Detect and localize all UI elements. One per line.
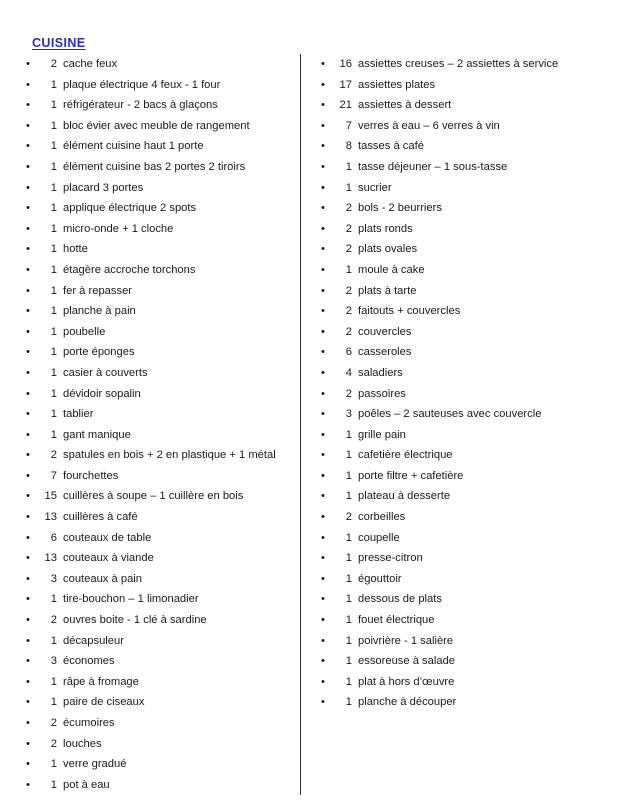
inventory-list-item <box>24 589 300 610</box>
inventory-list-item <box>24 692 300 713</box>
item-quantity: 1 <box>50 160 57 173</box>
two-column-layout <box>18 54 600 795</box>
item-label: cuillères à café <box>63 511 138 524</box>
item-label: ouvres boite - 1 clé à sardine <box>63 614 207 627</box>
inventory-list-item <box>24 301 300 322</box>
item-label: plats ronds <box>358 222 413 235</box>
item-label: tasse déjeuner – 1 sous-tasse <box>358 160 508 173</box>
item-quantity: 4 <box>345 366 352 379</box>
inventory-list-item <box>319 548 591 569</box>
item-quantity: 6 <box>345 346 352 359</box>
inventory-list-item <box>319 569 591 590</box>
item-label: casseroles <box>358 346 412 359</box>
inventory-list-item <box>319 54 591 75</box>
inventory-list-item <box>319 486 591 507</box>
inventory-list-item <box>24 425 300 446</box>
inventory-column-left <box>18 54 300 795</box>
inventory-list-item <box>319 425 591 446</box>
inventory-list-item <box>319 589 591 610</box>
inventory-list-item <box>24 445 300 466</box>
item-quantity: 1 <box>50 181 57 194</box>
item-label: couteaux à pain <box>63 572 142 585</box>
item-label: plaque électrique 4 feux - 1 four <box>63 78 221 91</box>
item-quantity: 1 <box>50 305 57 318</box>
item-label: corbeilles <box>358 511 406 524</box>
item-quantity: 3 <box>50 572 57 585</box>
item-label: gant manique <box>63 428 131 441</box>
inventory-list-item <box>24 548 300 569</box>
inventory-list-item <box>319 95 591 116</box>
item-label: tasses à café <box>358 140 424 153</box>
item-quantity: 7 <box>50 469 57 482</box>
item-quantity: 21 <box>339 99 352 112</box>
item-quantity: 1 <box>50 325 57 338</box>
item-quantity: 1 <box>345 449 352 462</box>
inventory-list-item <box>319 404 591 425</box>
item-label: placard 3 portes <box>63 181 144 194</box>
item-label: râpe à fromage <box>63 675 139 688</box>
item-quantity: 2 <box>345 202 352 215</box>
inventory-list-item <box>24 610 300 631</box>
item-quantity: 1 <box>345 490 352 503</box>
inventory-list-item <box>24 116 300 137</box>
item-label: décapsuleur <box>63 634 124 647</box>
inventory-list-item <box>319 610 591 631</box>
item-label: essoreuse à salade <box>358 655 456 668</box>
item-label: porte éponges <box>63 346 135 359</box>
item-quantity: 1 <box>345 614 352 627</box>
inventory-column-right <box>301 54 591 713</box>
inventory-list-item <box>319 198 591 219</box>
item-label: micro-onde + 1 cloche <box>63 222 174 235</box>
page-title: CUISINE <box>32 36 86 50</box>
item-quantity: 1 <box>50 263 57 276</box>
item-label: spatules en bois + 2 en plastique + 1 métal <box>63 449 276 462</box>
item-quantity: 1 <box>50 696 57 709</box>
item-quantity: 6 <box>50 531 57 544</box>
item-quantity: 2 <box>345 243 352 256</box>
item-label: plats ovales <box>358 243 418 256</box>
item-label: assiettes plates <box>358 78 436 91</box>
item-label: poivrière - 1 salière <box>358 634 454 647</box>
item-quantity: 1 <box>50 284 57 297</box>
inventory-list-item <box>24 713 300 734</box>
inventory-list-item <box>24 178 300 199</box>
item-quantity: 1 <box>50 778 57 791</box>
inventory-list-item <box>24 486 300 507</box>
inventory-list-item <box>24 136 300 157</box>
inventory-list-item <box>319 692 591 713</box>
item-label: dévidoir sopalin <box>63 387 141 400</box>
inventory-list-item <box>319 384 591 405</box>
inventory-list-item <box>24 754 300 775</box>
inventory-list-item <box>319 651 591 672</box>
item-quantity: 13 <box>44 552 57 565</box>
inventory-list-item <box>319 239 591 260</box>
inventory-list-item <box>24 239 300 260</box>
inventory-list-item <box>24 157 300 178</box>
inventory-list-item <box>24 95 300 116</box>
inventory-list-item <box>319 157 591 178</box>
item-label: cache feux <box>63 58 118 70</box>
inventory-list-item <box>24 466 300 487</box>
item-quantity: 1 <box>345 428 352 441</box>
item-quantity: 17 <box>339 78 352 91</box>
item-label: couteaux de table <box>63 531 152 544</box>
inventory-list-item <box>24 775 300 796</box>
item-quantity: 1 <box>345 531 352 544</box>
inventory-list-item <box>24 631 300 652</box>
item-label: cuillères à soupe – 1 cuillère en bois <box>63 490 244 503</box>
item-quantity: 3 <box>345 408 352 421</box>
item-label: élément cuisine haut 1 porte <box>63 140 204 153</box>
item-quantity: 1 <box>50 387 57 400</box>
inventory-list-item <box>319 178 591 199</box>
item-quantity: 1 <box>345 181 352 194</box>
item-label: couvercles <box>358 325 412 338</box>
item-quantity: 1 <box>50 119 57 132</box>
item-quantity: 1 <box>345 634 352 647</box>
inventory-list-item <box>319 466 591 487</box>
item-label: sucrier <box>358 181 392 194</box>
item-quantity: 15 <box>44 490 57 503</box>
item-label: couteaux à viande <box>63 552 154 565</box>
item-label: fourchettes <box>63 469 119 482</box>
inventory-list-item <box>319 260 591 281</box>
item-quantity: 8 <box>345 140 352 153</box>
inventory-list-item <box>24 384 300 405</box>
item-label: plats à tarte <box>358 284 417 297</box>
item-quantity: 2 <box>345 284 352 297</box>
item-quantity: 2 <box>50 449 57 462</box>
inventory-list-item <box>319 507 591 528</box>
inventory-list-item <box>319 301 591 322</box>
item-label: dessous de plats <box>358 593 442 606</box>
inventory-list-item <box>24 219 300 240</box>
inventory-list-item <box>24 734 300 755</box>
inventory-list-item <box>319 219 591 240</box>
inventory-list-item <box>24 507 300 528</box>
item-label: cafetière électrique <box>358 449 453 462</box>
inventory-list-item <box>319 342 591 363</box>
item-quantity: 1 <box>345 263 352 276</box>
inventory-list-item <box>24 281 300 302</box>
item-quantity: 1 <box>345 572 352 585</box>
item-label: passoires <box>358 387 406 400</box>
item-label: tire-bouchon – 1 limonadier <box>63 593 199 606</box>
item-label: assiettes creuses – 2 assiettes à service <box>358 58 559 70</box>
item-quantity: 1 <box>345 469 352 482</box>
item-quantity: 1 <box>50 758 57 771</box>
item-quantity: 7 <box>345 119 352 132</box>
item-quantity: 1 <box>50 593 57 606</box>
item-label: assiettes à dessert <box>358 99 452 112</box>
inventory-list-item <box>319 445 591 466</box>
item-label: fouet électrique <box>358 614 435 627</box>
item-quantity: 1 <box>50 78 57 91</box>
item-label: fer à repasser <box>63 284 133 297</box>
inventory-list-item <box>24 569 300 590</box>
item-quantity: 13 <box>44 511 57 524</box>
inventory-list-item <box>319 136 591 157</box>
item-quantity: 2 <box>345 511 352 524</box>
inventory-list-item <box>319 322 591 343</box>
inventory-list-item <box>24 651 300 672</box>
item-quantity: 1 <box>50 675 57 688</box>
item-quantity: 1 <box>345 655 352 668</box>
item-label: planche à pain <box>63 305 136 318</box>
item-label: économes <box>63 655 115 668</box>
item-quantity: 2 <box>345 222 352 235</box>
inventory-list-item <box>24 342 300 363</box>
item-quantity: 2 <box>50 717 57 729</box>
inventory-list-item <box>24 363 300 384</box>
item-label: verre gradué <box>63 758 127 771</box>
item-label: moule à cake <box>358 263 425 276</box>
inventory-list-item <box>319 363 591 384</box>
inventory-list-item <box>319 528 591 549</box>
item-quantity: 2 <box>345 387 352 400</box>
inventory-list-item <box>24 322 300 343</box>
item-label: casier à couverts <box>63 366 148 379</box>
item-label: faitouts + couvercles <box>358 305 461 318</box>
item-label: bloc évier avec meuble de rangement <box>63 119 250 132</box>
item-label: saladiers <box>358 366 403 379</box>
item-quantity: 3 <box>50 655 57 668</box>
item-label: étagère accroche torchons <box>63 263 196 276</box>
inventory-list-left <box>24 54 300 795</box>
inventory-list-item <box>24 404 300 425</box>
item-quantity: 1 <box>50 222 57 235</box>
item-label: presse-citron <box>358 552 423 565</box>
inventory-list-item <box>24 672 300 693</box>
item-label: élément cuisine bas 2 portes 2 tiroirs <box>63 160 246 173</box>
inventory-list-item <box>24 528 300 549</box>
item-label: porte filtre + cafetière <box>358 469 464 482</box>
item-quantity: 1 <box>50 202 57 215</box>
item-quantity: 1 <box>345 696 352 709</box>
inventory-list-item <box>24 75 300 96</box>
inventory-list-item <box>319 75 591 96</box>
item-quantity: 1 <box>50 366 57 379</box>
item-label: bols - 2 beurriers <box>358 202 442 215</box>
item-label: planche à découper <box>358 696 457 709</box>
item-label: plat à hors d’œuvre <box>358 675 455 688</box>
inventory-list-item <box>319 631 591 652</box>
item-label: égouttoir <box>358 572 402 585</box>
item-label: hotte <box>63 243 88 256</box>
item-quantity: 1 <box>50 99 57 112</box>
item-quantity: 2 <box>345 325 352 338</box>
item-label: poêles – 2 sauteuses avec couvercle <box>358 408 542 421</box>
item-quantity: 1 <box>50 243 57 256</box>
inventory-list-item <box>319 672 591 693</box>
item-label: coupelle <box>358 531 400 544</box>
item-quantity: 2 <box>50 737 57 750</box>
item-quantity: 1 <box>50 428 57 441</box>
item-label: verres à eau – 6 verres à vin <box>358 119 500 132</box>
inventory-list-item <box>24 54 300 75</box>
item-quantity: 1 <box>50 140 57 153</box>
item-quantity: 1 <box>345 593 352 606</box>
item-quantity: 1 <box>50 346 57 359</box>
item-quantity: 16 <box>339 58 352 70</box>
inventory-list-item <box>24 260 300 281</box>
item-quantity: 1 <box>50 634 57 647</box>
inventory-list-right <box>319 54 591 713</box>
item-label: paire de ciseaux <box>63 696 145 709</box>
item-quantity: 1 <box>345 160 352 173</box>
item-label: réfrigérateur - 2 bacs à glaçons <box>63 99 218 112</box>
item-quantity: 2 <box>50 614 57 627</box>
item-quantity: 2 <box>345 305 352 318</box>
item-label: écumoires <box>63 717 115 729</box>
item-label: pot à eau <box>63 778 110 791</box>
inventory-list-item <box>319 281 591 302</box>
inventory-list-item <box>24 198 300 219</box>
item-label: plateau à desserte <box>358 490 451 503</box>
item-quantity: 1 <box>345 552 352 565</box>
item-label: louches <box>63 737 102 750</box>
item-quantity: 1 <box>50 408 57 421</box>
item-quantity: 2 <box>50 58 57 70</box>
item-label: applique électrique 2 spots <box>63 202 197 215</box>
item-label: tablier <box>63 408 94 421</box>
inventory-list-item <box>319 116 591 137</box>
item-quantity: 1 <box>345 675 352 688</box>
item-label: grille pain <box>358 428 406 441</box>
item-label: poubelle <box>63 325 106 338</box>
